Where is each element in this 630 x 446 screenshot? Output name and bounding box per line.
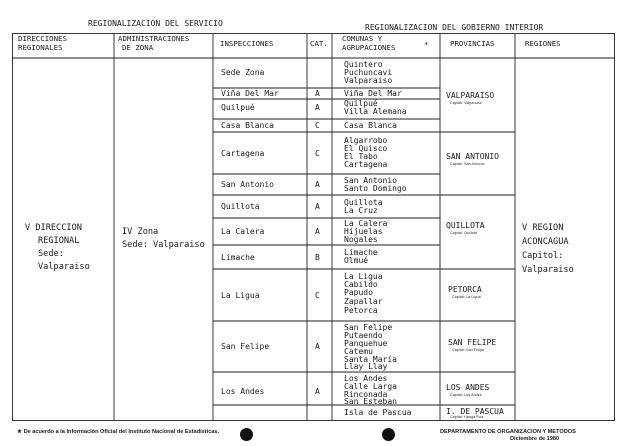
inspeccion-name: Limache xyxy=(221,253,255,262)
comuna-item: La Ligua xyxy=(344,272,383,281)
comuna-item: Llay Llay xyxy=(344,362,388,371)
inspeccion-name: San Felipe xyxy=(221,342,270,351)
inspeccion-name: Cartagena xyxy=(221,149,265,158)
region-line-3: Capitol: xyxy=(522,251,564,261)
header-inspecciones: INSPECCIONES xyxy=(220,39,274,48)
comuna-item: Hijuelas xyxy=(344,227,383,236)
comuna-item: Cartagena xyxy=(344,160,388,169)
comuna-item: Limache xyxy=(344,248,378,257)
direccion-line-3: Sede: xyxy=(38,249,64,259)
cat-value: A xyxy=(315,387,320,396)
cat-value: B xyxy=(315,253,320,262)
direccion-line-2: REGIONAL xyxy=(38,236,80,246)
comuna-item: Algarrobo xyxy=(344,136,388,145)
comuna-item: Cabildo xyxy=(344,280,378,289)
comuna-item: Catemu xyxy=(344,347,373,356)
provincia-capital: Capital: Quillota xyxy=(450,231,478,235)
cat-value: A xyxy=(315,180,320,189)
provincia-name: SAN ANTONIO xyxy=(446,152,499,161)
header-cat: CAT. xyxy=(310,39,328,48)
provincia-name: VALPARAISO xyxy=(446,91,495,100)
header-administraciones-2: DE ZONA xyxy=(122,43,154,52)
provincia-capital: Capital: San Felipe xyxy=(452,348,485,352)
provincia-name: LOS ANDES xyxy=(446,383,490,392)
inspeccion-name: La Ligua xyxy=(221,291,260,300)
comuna-item: La Cruz xyxy=(344,206,378,215)
comuna-item: Olmué xyxy=(344,256,369,265)
zona-line-2: Sede: Valparaiso xyxy=(122,240,205,250)
footer-note: ★ De acuerdo a la Información Oficial del Instituto Nacional de Estadísticas. xyxy=(17,429,220,435)
inspeccion-name: Los Andes xyxy=(221,387,265,396)
cat-value: C xyxy=(315,121,320,130)
cat-value: A xyxy=(315,103,320,112)
comuna-item: Zapallar xyxy=(344,297,383,306)
provincia-capital: Capital: San Antonio xyxy=(450,162,485,166)
punch-hole xyxy=(240,428,253,441)
title-right: REGIONALIZACION DEL GOBIERNO INTERIOR xyxy=(365,23,544,32)
cat-value: A xyxy=(315,227,320,236)
title-left: REGIONALIZACION DEL SERVICIO xyxy=(88,19,223,28)
header-comunas-2: AGRUPACIONES xyxy=(342,43,396,52)
cat-value: C xyxy=(315,291,320,300)
comuna-item: El Tabo xyxy=(344,152,378,161)
comuna-item: Valparaiso xyxy=(344,76,393,85)
region-line-2: ACONCAGUA xyxy=(522,237,569,247)
comuna-item: Puchuncavi xyxy=(344,68,393,77)
punch-hole xyxy=(382,428,395,441)
inspeccion-name: Casa Blanca xyxy=(221,121,274,130)
comuna-item: Villa Alemana xyxy=(344,107,407,116)
direccion-line-4: Valparaiso xyxy=(38,262,90,272)
provincia-capital: Capital: Valparaiso xyxy=(450,101,482,105)
comuna-item: San Esteban xyxy=(344,397,397,406)
inspeccion-name: La Calera xyxy=(221,227,265,236)
comuna-item: La Calera xyxy=(344,219,388,228)
provincia-name: I. DE PASCUA xyxy=(446,407,504,416)
provincia-capital: Capital: Los Andes xyxy=(450,393,482,397)
cat-value: A xyxy=(315,202,320,211)
comuna-item: Santa María xyxy=(344,355,397,364)
provincia-name: PETORCA xyxy=(448,285,482,294)
inspeccion-name: Viña Del Mar xyxy=(221,89,279,98)
inspeccion-name: Quilpué xyxy=(221,103,255,112)
provincia-name: QUILLOTA xyxy=(446,221,485,230)
comuna-item: Nogales xyxy=(344,235,378,244)
header-direcciones-2: REGIONALES xyxy=(18,43,63,52)
provincia-capital: Capital: Hanga Roa xyxy=(450,415,484,419)
inspeccion-name: San Antonio xyxy=(221,180,274,189)
comuna-item: Quintero xyxy=(344,60,383,69)
comuna-item: Quillota xyxy=(344,198,383,207)
comuna-item: Petorca xyxy=(344,306,378,315)
comuna-item: Papudo xyxy=(344,288,373,297)
comuna-item: Panquehue xyxy=(344,339,388,348)
header-direcciones-1: DIRECCIONES xyxy=(18,34,67,43)
comuna-item: Los Andes xyxy=(344,374,388,383)
comuna-item: Viña Del Mar xyxy=(344,89,402,98)
cat-value: A xyxy=(315,342,320,351)
header-administraciones-1: ADMINISTRACIONES xyxy=(118,34,190,43)
comuna-item: Casa Blanca xyxy=(344,121,397,130)
inspeccion-name: Quillota xyxy=(221,202,260,211)
comuna-item: San Antonio xyxy=(344,176,397,185)
header-comunas-mark: * xyxy=(424,40,429,49)
comuna-item: Santo Domingo xyxy=(344,184,407,193)
inspeccion-name: Sede Zona xyxy=(221,68,265,77)
comuna-item: El Quisco xyxy=(344,144,388,153)
footer-dept: DEPARTAMENTO DE ORGANIZACION Y METODOS xyxy=(440,429,576,435)
cat-value: A xyxy=(315,89,320,98)
provincia-name: SAN FELIPE xyxy=(448,338,497,347)
zona-line-1: IV Zona xyxy=(122,227,159,237)
cat-value: C xyxy=(315,149,320,158)
region-line-4: Valparaiso xyxy=(522,265,574,275)
comuna-item: San Felipe xyxy=(344,323,393,332)
provincia-capital: Capital: La Ligua xyxy=(452,295,481,299)
footer-date: Diciembre de 1980 xyxy=(510,436,560,442)
header-provincias: PROVINCIAS xyxy=(450,39,495,48)
comuna-item: Rinconada xyxy=(344,390,388,399)
header-comunas-1: COMUNAS Y xyxy=(342,34,383,43)
comuna-item: Putaendo xyxy=(344,331,383,340)
header-regiones: REGIONES xyxy=(525,39,561,48)
direccion-line-1: V DIRECCION xyxy=(25,223,82,233)
comuna-item: Calle Larga xyxy=(344,382,397,391)
comuna-item: Isla de Pascua xyxy=(344,408,412,417)
comuna-item: Quilpué xyxy=(344,99,378,108)
region-line-1: V REGION xyxy=(522,223,564,233)
